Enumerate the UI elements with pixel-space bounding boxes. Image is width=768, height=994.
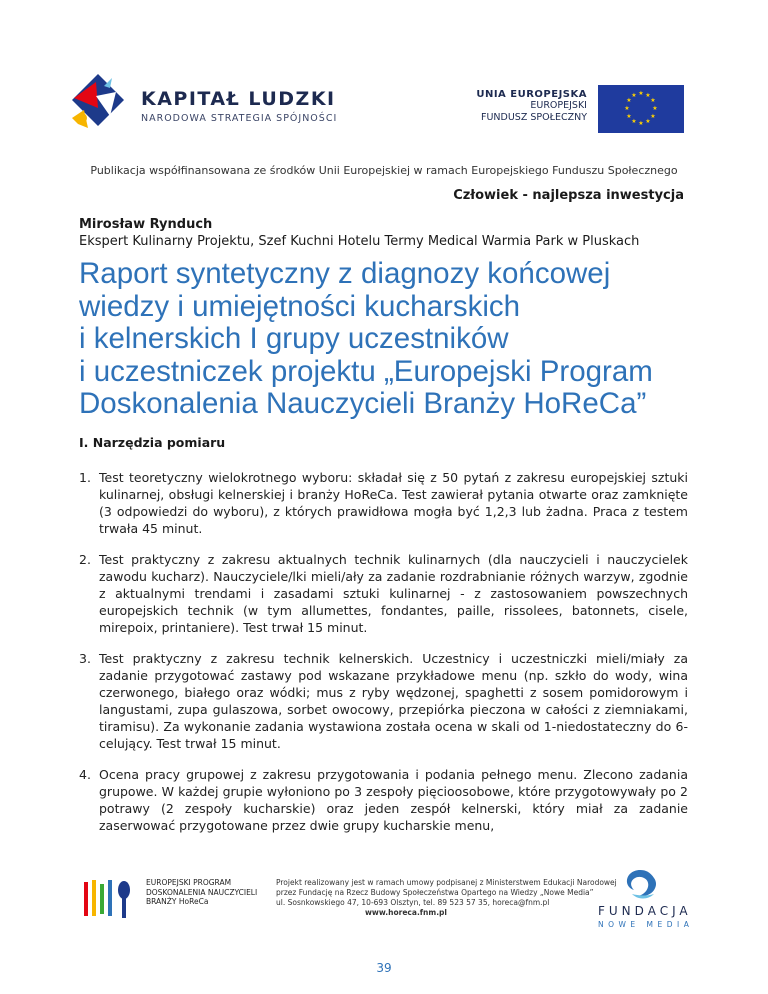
horeca-program-name-line: DOSKONALENIA NAUCZYCIELI [146,887,258,897]
fundacja-nowe-media-logo [590,868,710,938]
svg-text:★: ★ [652,105,658,112]
svg-text:★: ★ [626,113,632,120]
list-item-number: 2. [79,552,91,567]
author-name: Mirosław Rynduch [79,217,213,232]
svg-text:★: ★ [631,118,637,125]
motto: Człowiek - najlepsza inwestycja [453,188,684,203]
kapital-ludzki-title: KAPITAŁ LUDZKI [141,88,336,110]
eu-logo-line2: EUROPEJSKI [530,100,587,111]
svg-text:★: ★ [631,92,637,99]
svg-text:★: ★ [626,97,632,104]
title-line: Raport syntetyczny z diagnozy końcowej [79,257,611,290]
section-heading: I. Narzędzia pomiaru [79,435,226,450]
project-info-line: ul. Sosnkowskiego 47, 10-693 Olsztyn, tel. 89 523 57 35, horeca@fnm.pl [276,898,550,907]
title-line: Doskonalenia Nauczycieli Branży HoReCa” [79,387,647,420]
eu-logo-text [476,89,587,124]
page-title [79,258,699,421]
list-item-text: Test praktyczny z zakresu technik kelnerskich. Uczestnicy i uczestniczki mieli/miały za zadanie przygotować zastawy pod wskazane przykładowe menu (np. szkło do wody, wina czerwonego, białego oraz wódki; mus z ryby wędzonej, spaghetti z sosem pomidorowym i langustami, zupa gulaszowa, sorbet owocowy, przepiórka pieczona w całości z ziemniakami, tiramisu). Za wykonanie zadania wystawiona została ocena w skali od 1-niedostateczny do 6-celujący. Test trwał 15 minut. [99,651,688,751]
svg-text:★: ★ [645,92,651,99]
kapital-ludzki-subtitle: NARODOWA STRATEGIA SPÓJNOŚCI [141,113,338,124]
swirl-icon [618,868,662,902]
title-line: i kelnerskich I grupy uczestników [79,322,509,355]
cutlery-icon [80,876,140,922]
eu-flag-icon [598,85,684,133]
horeca-program-logo [80,876,275,922]
cofinancing-note: Publikacja współfinansowana ze środków Unii Europejskiej w ramach Europejskiego Funduszu Społecznego [90,164,678,177]
list-item-number: 1. [79,470,91,485]
eu-logo-line1: UNIA EUROPEJSKA [476,89,587,100]
project-info-line: przez Fundację na Rzecz Budowy Społeczeństwa Opartego na Wiedzy „Nowe Media” [276,888,594,897]
svg-text:★: ★ [650,113,656,120]
project-info [276,878,617,918]
author-block [79,216,639,250]
eu-logo-line3: FUNDUSZ SPOŁECZNY [481,112,587,123]
list-item-text: Test teoretyczny wielokrotnego wyboru: składał się z 50 pytań z zakresu europejskiej sztuki kulinarnej, obsługi kelnerskiej i branży HoReCa. Test zawierał pytania otwarte oraz zamknięte (3 odpowiedzi do wyboru), z których prawidłowa mogła być 1,2,3 lub żadna. Praca z testem trwała 45 minut. [99,470,688,536]
foundation-subtitle: NOWE MEDIA [598,920,694,929]
horeca-program-name [146,878,257,907]
list-item [79,551,688,636]
measurement-tools-list [79,469,688,848]
title-line: wiedzy i umiejętności kucharskich [79,289,521,323]
horeca-program-name-line: EUROPEJSKI PROGRAM [146,878,232,887]
project-info-line: Projekt realizowany jest w ramach umowy podpisanej z Ministerstwem Edukacji Narodowej [276,878,617,887]
svg-text:★: ★ [638,120,644,127]
list-item [79,766,688,834]
list-item-number: 4. [79,767,91,782]
list-item-number: 3. [79,651,91,666]
author-role: Ekspert Kulinarny Projektu, Szef Kuchni Hotelu Termy Medical Warmia Park w Pluskach [79,234,640,249]
svg-text:★: ★ [638,90,644,97]
foundation-name: FUNDACJA [598,904,692,918]
list-item [79,650,688,752]
project-url: www.horeca.fnm.pl [365,908,447,917]
kapital-ludzki-emblem-icon [66,68,130,132]
svg-text:★: ★ [624,105,630,112]
svg-text:★: ★ [645,118,651,125]
horeca-program-name-line: BRANŻY HoReCa [146,897,209,906]
list-item [79,469,688,537]
svg-text:★: ★ [650,97,656,104]
list-item-text: Ocena pracy grupowej z zakresu przygotowania i podania pełnego menu. Zlecono zadania grupowe. W każdej grupie wyłoniono po 3 zespoły pięcioosobowe, które przygotowywały po 2 potrawy (2 zespoły kucharskie) oraz jeden zespół kelnerski, który miał za zadanie zaserwować przygotowane przez dwie grupy kucharskie menu, [99,767,688,833]
title-line: i uczestniczek projektu „Europejski Program [79,354,653,388]
list-item-text: Test praktyczny z zakresu aktualnych technik kulinarnych (dla nauczycieli i nauczycielek zawodu kucharz). Nauczyciele/lki mieli/ały za zadanie rozdrabnianie różnych warzyw, zgodnie z aktualnymi trendami i zasadami sztuki kulinarnej - z zastosowaniem powszechnych europejskich technik (w tym allumettes, fondantes, paille, rissolees, batonnets, cisele, mirepoix, printaniere). Test trwał 15 minut. [99,552,688,635]
page-number: 39 [376,961,392,975]
kapital-ludzki-logo [66,68,366,132]
eu-logo [414,85,684,133]
